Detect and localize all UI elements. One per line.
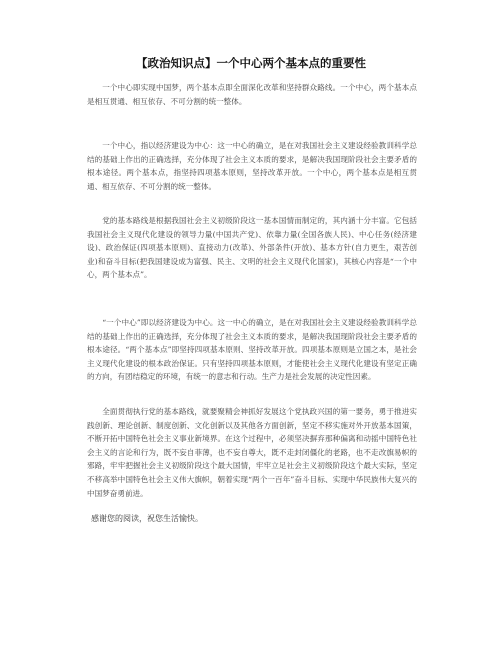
closing-note: 感谢您的阅读，祝您生活愉快。 — [91, 514, 203, 523]
paragraph-basic-line: 党的基本路线是根据我国社会主义初级阶段这一基本国情而制定的，其内涵十分丰富。它包括我国社会主义现代化建设的领导力量(中国共产党)、依靠力量(全国各族人民)、中心任务(经济建设)、政治保证(四项基本原则)、直接动力(改革)、外部条件(开放)、基本方针(自力更生，艰苦创业)和奋斗目标(把我国建设成为富强、民主、文明的社会主义现代化国家)，其核心内容是“一个中心，两个基本点”。 — [87, 216, 417, 280]
paragraph-implementation: 全面贯彻执行党的基本路线，就要聚精会神抓好发展这个党执政兴国的第一要务，勇于推进实践创新、理论创新、制度创新、文化创新以及其他各方面创新，坚定不移实施对外开放基本国策，不断开拓中国特色社会主义事业新境界。在这个过程中，必须坚决摒弃那种偏离和动摇中国特色社会主义的言论和行为，既不妄自菲薄，也不妄自尊大，既不走封闭僵化的老路，也不走改旗易帜的邪路，牢牢把握社会主义初级阶段这个最大国情，牢牢立足社会主义初级阶段这个最大实际，坚定不移高举中国特色社会主义伟大旗帜，朝着实现“两个一百年”奋斗目标、实现中华民族伟大复兴的中国梦奋勇前进。 — [87, 407, 417, 498]
document-title: 【政治知识点】一个中心两个基本点的重要性 — [136, 56, 366, 70]
paragraph-intro: 一个中心即实现中国梦，两个基本点即全面深化改革和坚持群众路线。一个中心，两个基本点是相互贯通、相互依存、不可分割的统一整体。 — [87, 83, 417, 106]
paragraph-economic-construction: “一个中心”即以经济建设为中心。这一中心的确立，是在对我国社会主义建设经验教训科学总结的基础上作出的正确选择，充分体现了社会主义本质的要求，是解决我国现阶段社会主要矛盾的根本途径。“两个基本点”即坚持四项基本原则、坚持改革开放。四项基本原则是立国之本，是社会主义现代化建设的根本政治保证。只有坚持四项基本原则，才能使社会主义现代化建设有坚定正确的方向，有团结稳定的环境，有统一的意志和行动。生产力是社会发展的决定性因素。 — [87, 318, 417, 382]
paragraph-one-center: 一个中心，指以经济建设为中心：这一中心的确立，是在对我国社会主义建设经验教训科学总结的基础上作出的正确选择，充分体现了社会主义本质的要求，是解决我国现阶段社会主要矛盾的根本途径。两个基本点，指坚持四项基本原则，坚持改革开放。一个中心，两个基本点是相互贯通、相互依存、不可分割的统一整体。 — [87, 141, 417, 191]
